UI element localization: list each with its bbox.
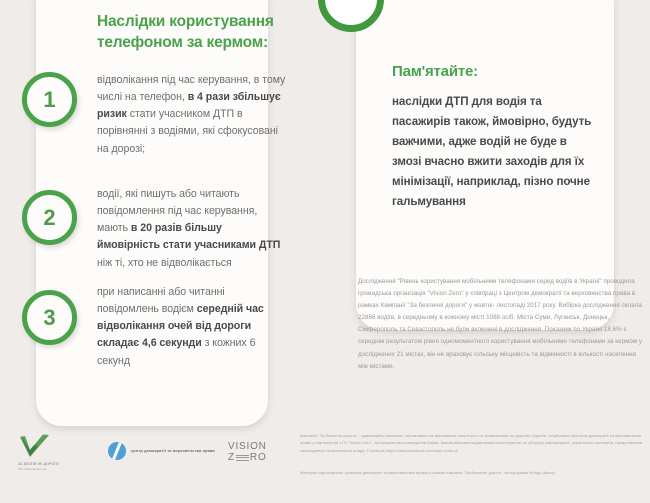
logo-vision-zero [228,442,267,463]
logo-vision-zero-line1: VISION [228,441,267,452]
logo-cedem-label: центр демократії та верховенства права [131,447,215,453]
cedem-circle-icon [108,442,126,460]
step-number-3: 3 [22,290,77,345]
step-number-2: 2 [22,190,77,245]
cedem-slash-icon [110,442,123,460]
logo-vision-zero-line2 [228,453,267,464]
logo-cedem [108,442,215,460]
logo-safe-roads-sub: FB / saferoad.kiev.ua [18,467,47,472]
step-number-1: 1 [22,72,77,127]
footer [0,428,650,503]
remember-card-body: наслідки ДТП для водія та пасажирів також, ймовірно, будуть важчими, адже водій не буде в змозі вчасно вжити заходів для їх мінімізації, наприклад, пізно почне гальмування [392,95,592,209]
checkmark-icon [18,434,52,460]
logo-vision-zero-z: Z [228,451,235,463]
consequence-item-3-text: при написанні або читанні повідомлень водієм середній час відволікання очей від дороги складає 4,6 секунди з кожних 6 секунд [97,286,264,367]
fineprint-credits: Матеріал підготовлено Центром демократії та верховенства права в рамках Кампанії "За безпечні дороги" за підтримки Фонду Швеції. [300,470,557,475]
logo-vision-zero-bars-icon [236,453,249,462]
consequence-item-1-text: відволікання під час керування, в тому числі на телефон, в 4 рази збільшує ризик стати учасником ДТП в порівнянні з водіями, які сфокусовані на дорозі; [97,74,286,155]
fineprint-campaign: Кампанія "За безпечні дороги" - адвокаційна кампанія, спрямована на зменшення смертності та травматизму на дорогах України. Ініційована Центром демократії та верховенства права у партнерстві з ГО "Vision Zero", Асоціацією велосипедистів Києва, Автомобільним видавничим майстерністю та об'єднує міжнародних, українських експертів, представників законодавчої та виконавчої влади. Facebook https://www.facebook.com/safe.road.ua [300,433,643,453]
logo-safe-roads [18,434,59,472]
study-disclaimer-text: Дослідження "Рівень користування мобільними телефонами серед водіїв в Україні" проводила громадська організація "Vision Zero" у співпраці з Центром демократії та верховенства права в рамках Кампанії "За безпечні дороги" у жовтні- листопаді 2017 року. Вибірка дослідження склала 22866 водіїв, в середньому в кожному місті 1088 осіб. Міста Суми, Луганськ, Донецьк, Сімферополь та Севастополь не були включені в дослідження. Показник по Україні 18,6% є середнім результатом рівня одномоментного користування мобільними телефонами за кермом у досліджених 21 містах, він не враховує сільську місцевість та відмінності в кількості населення між містами. [358,278,643,370]
remember-card-heading: Пам'ятайте: [392,63,478,80]
logo-vision-zero-ro: RO [249,451,267,463]
logo-safe-roads-label [18,461,59,472]
consequence-item-2-text: водії, які пишуть або читають повідомлення під час керування, мають в 20 разів більшу ймовірність стати учасниками ДТП ніж ті, хто не відволікається [97,188,281,269]
left-card-heading: Наслідки користування телефоном за кермом: [97,13,274,51]
logo-safe-roads-title: ЗА БЕЗПЕЧНІ ДОРОГИ [18,462,60,466]
